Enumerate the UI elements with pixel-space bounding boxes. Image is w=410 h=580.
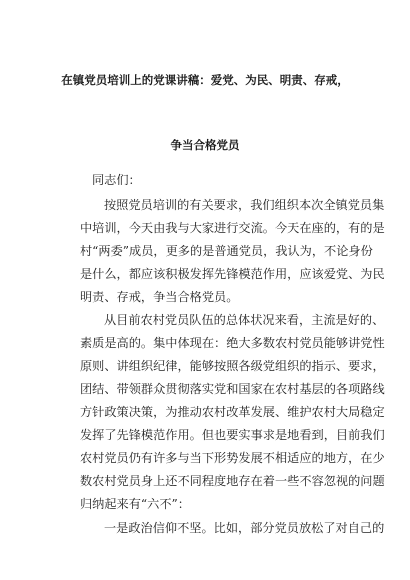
paragraph-2-line-1: 从目前农村党员队伍的总体状况来看，主流是好的、 [104,313,385,327]
paragraph-1-line-2: 中培训，今天由我与大家进行交流。今天在座的，有的是 [80,221,385,235]
paragraph-2-line-9: 归纳起来有“六不”： [80,497,190,511]
paragraph-2-line-2: 素质是高的。集中体现在：绝大多数农村党员能够讲党性 [80,336,385,350]
paragraph-3-line-1: 一是政治信仰不坚。比如，部分党员放松了对自己的 [104,521,385,535]
paragraph-1-line-1: 按照党员培训的有关要求，我们组织本次全镇党员集 [104,198,385,212]
paragraph-2-line-8: 数农村党员身上还不同程度地存在着一些不容忽视的问题 [80,474,385,488]
paragraph-2-line-6: 发挥了先锋模范作用。但也要实事求是地看到，目前我们 [80,428,385,442]
paragraph-2-line-5: 方针政策决策，为推动农村改革发展、维护农村大局稳定 [80,405,385,419]
paragraph-1-line-4: 是什么，都应该积极发挥先锋模范作用，应该爱党、为民 [80,267,385,281]
greeting: 同志们： [92,173,141,187]
paragraph-1-line-3: 村“两委”成员，更多的是普通党员，我认为，不论身份 [80,244,373,258]
paragraph-2-line-3: 原则、讲组织纪律，能够按照各级党组织的指示、要求， [80,359,385,373]
paragraph-2-line-7: 农村党员仍有许多与当下形势发展不相适应的地方，在少 [80,451,385,465]
paragraph-2-line-4: 团结、带领群众贯彻落实党和国家在农村基层的各项路线 [80,382,385,396]
document-title-line-2: 争当合格党员 [170,138,240,152]
paragraph-1-line-5: 明责、存戒，争当合格党员。 [80,290,239,304]
document-title-line-1: 在镇党员培训上的党课讲稿：爱党、为民、明责、存戒， [61,73,349,87]
